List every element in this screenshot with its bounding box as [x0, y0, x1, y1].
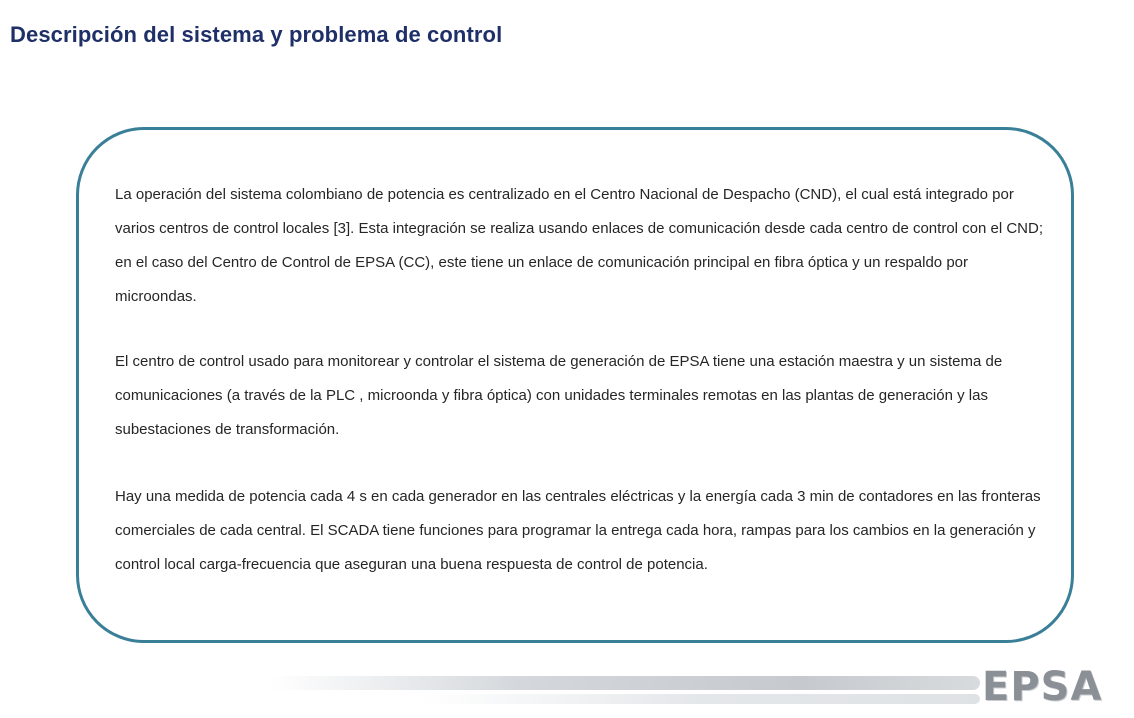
slide-title: Descripción del sistema y problema de control: [10, 22, 503, 47]
content-box: [76, 127, 1074, 643]
paragraph-measurement: Hay una medida de potencia cada 4 s en cada generador en las centrales eléctricas y la energía cada 3 min de contadores en las fronteras comerciales de cada central. El SCADA tiene funciones para programar la entrega cada hora, rampas para los cambios en la generación y control local carga-frecuencia que aseguran una buena respuesta de control de potencia.: [115, 488, 1041, 573]
paragraph-cnd-operation: La operación del sistema colombiano de potencia es centralizado en el Centro Nacional de Despacho (CND), el cual está integrado por varios centros de control locales [3]. Esta integración se realiza usando enlaces de comunicación desde cada centro de control con el CND; en el caso del Centro de Control de EPSA (CC), este tiene un enlace de comunicación principal en fibra óptica y un respaldo por microondas.: [115, 186, 1044, 305]
epsa-logo: EPSA: [982, 664, 1103, 710]
footer-decor-bar: [270, 676, 980, 690]
footer-decor-bar-lower: [420, 694, 980, 704]
paragraph-control-center: El centro de control usado para monitorear y controlar el sistema de generación de EPSA tiene una estación maestra y un sistema de comunicaciones (a través de la PLC , microonda y fibra óptica) con unidades terminales remotas en las plantas de generación y las subestaciones de transformación.: [115, 353, 1003, 438]
